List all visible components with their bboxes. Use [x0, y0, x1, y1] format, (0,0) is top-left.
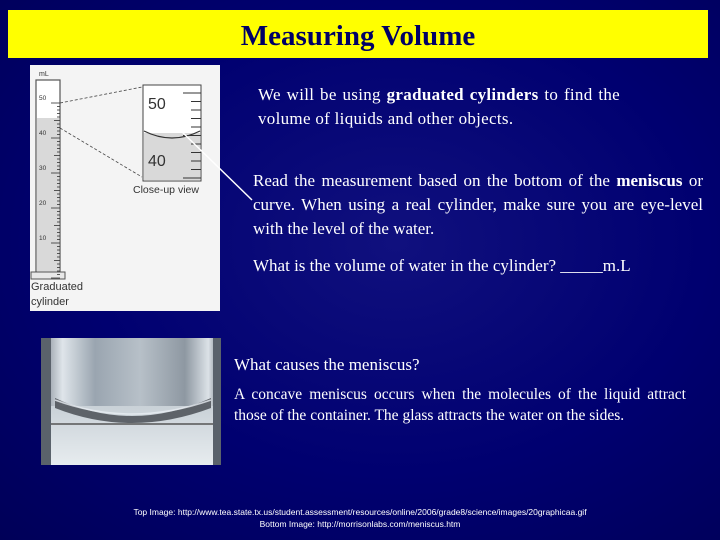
- unit-label: mL: [39, 71, 49, 78]
- closeup-label-50: 50: [148, 96, 166, 113]
- pointer-line: [170, 120, 260, 210]
- scale-label: 50: [39, 95, 47, 102]
- closeup-label-40: 40: [148, 153, 166, 170]
- question-volume: What is the volume of water in the cylinder? _____m.L: [253, 256, 631, 275]
- meniscus-photo: [41, 338, 221, 465]
- cylinder-caption-line2: cylinder: [31, 296, 69, 308]
- credit-top-image: Top Image: http://www.tea.state.tx.us/student.assessment/resources/online/2006/grade8/science/images/20graphicaa.gif: [133, 507, 587, 517]
- question-meniscus-cause: What causes the meniscus?: [234, 355, 420, 374]
- answer-meniscus: A concave meniscus occurs when the molecules of the liquid attract those of the container. The glass attracts the water on the sides.: [234, 386, 686, 424]
- slide-title: Measuring Volume: [240, 19, 476, 52]
- credit-bottom-image: Bottom Image: http://morrisonlabs.com/meniscus.htm: [259, 519, 461, 529]
- scale-label: 40: [39, 130, 47, 137]
- image-credits: [0, 506, 720, 530]
- scale-label: 10: [39, 235, 47, 242]
- scale-label: 20: [39, 200, 47, 207]
- paragraph-meniscus: Read the measurement based on the bottom of the meniscus or curve. When using a real cylinder, make sure you are eye-level with the level of the water.: [253, 171, 703, 238]
- title-bar: [8, 10, 708, 58]
- paragraph-graduated-cylinders: We will be using graduated cylinders to find the volume of liquids and other objects.: [258, 85, 620, 128]
- scale-label: 30: [39, 165, 47, 172]
- closeup-caption: Close-up view: [133, 184, 199, 196]
- cylinder-caption-line1: Graduated: [31, 281, 83, 293]
